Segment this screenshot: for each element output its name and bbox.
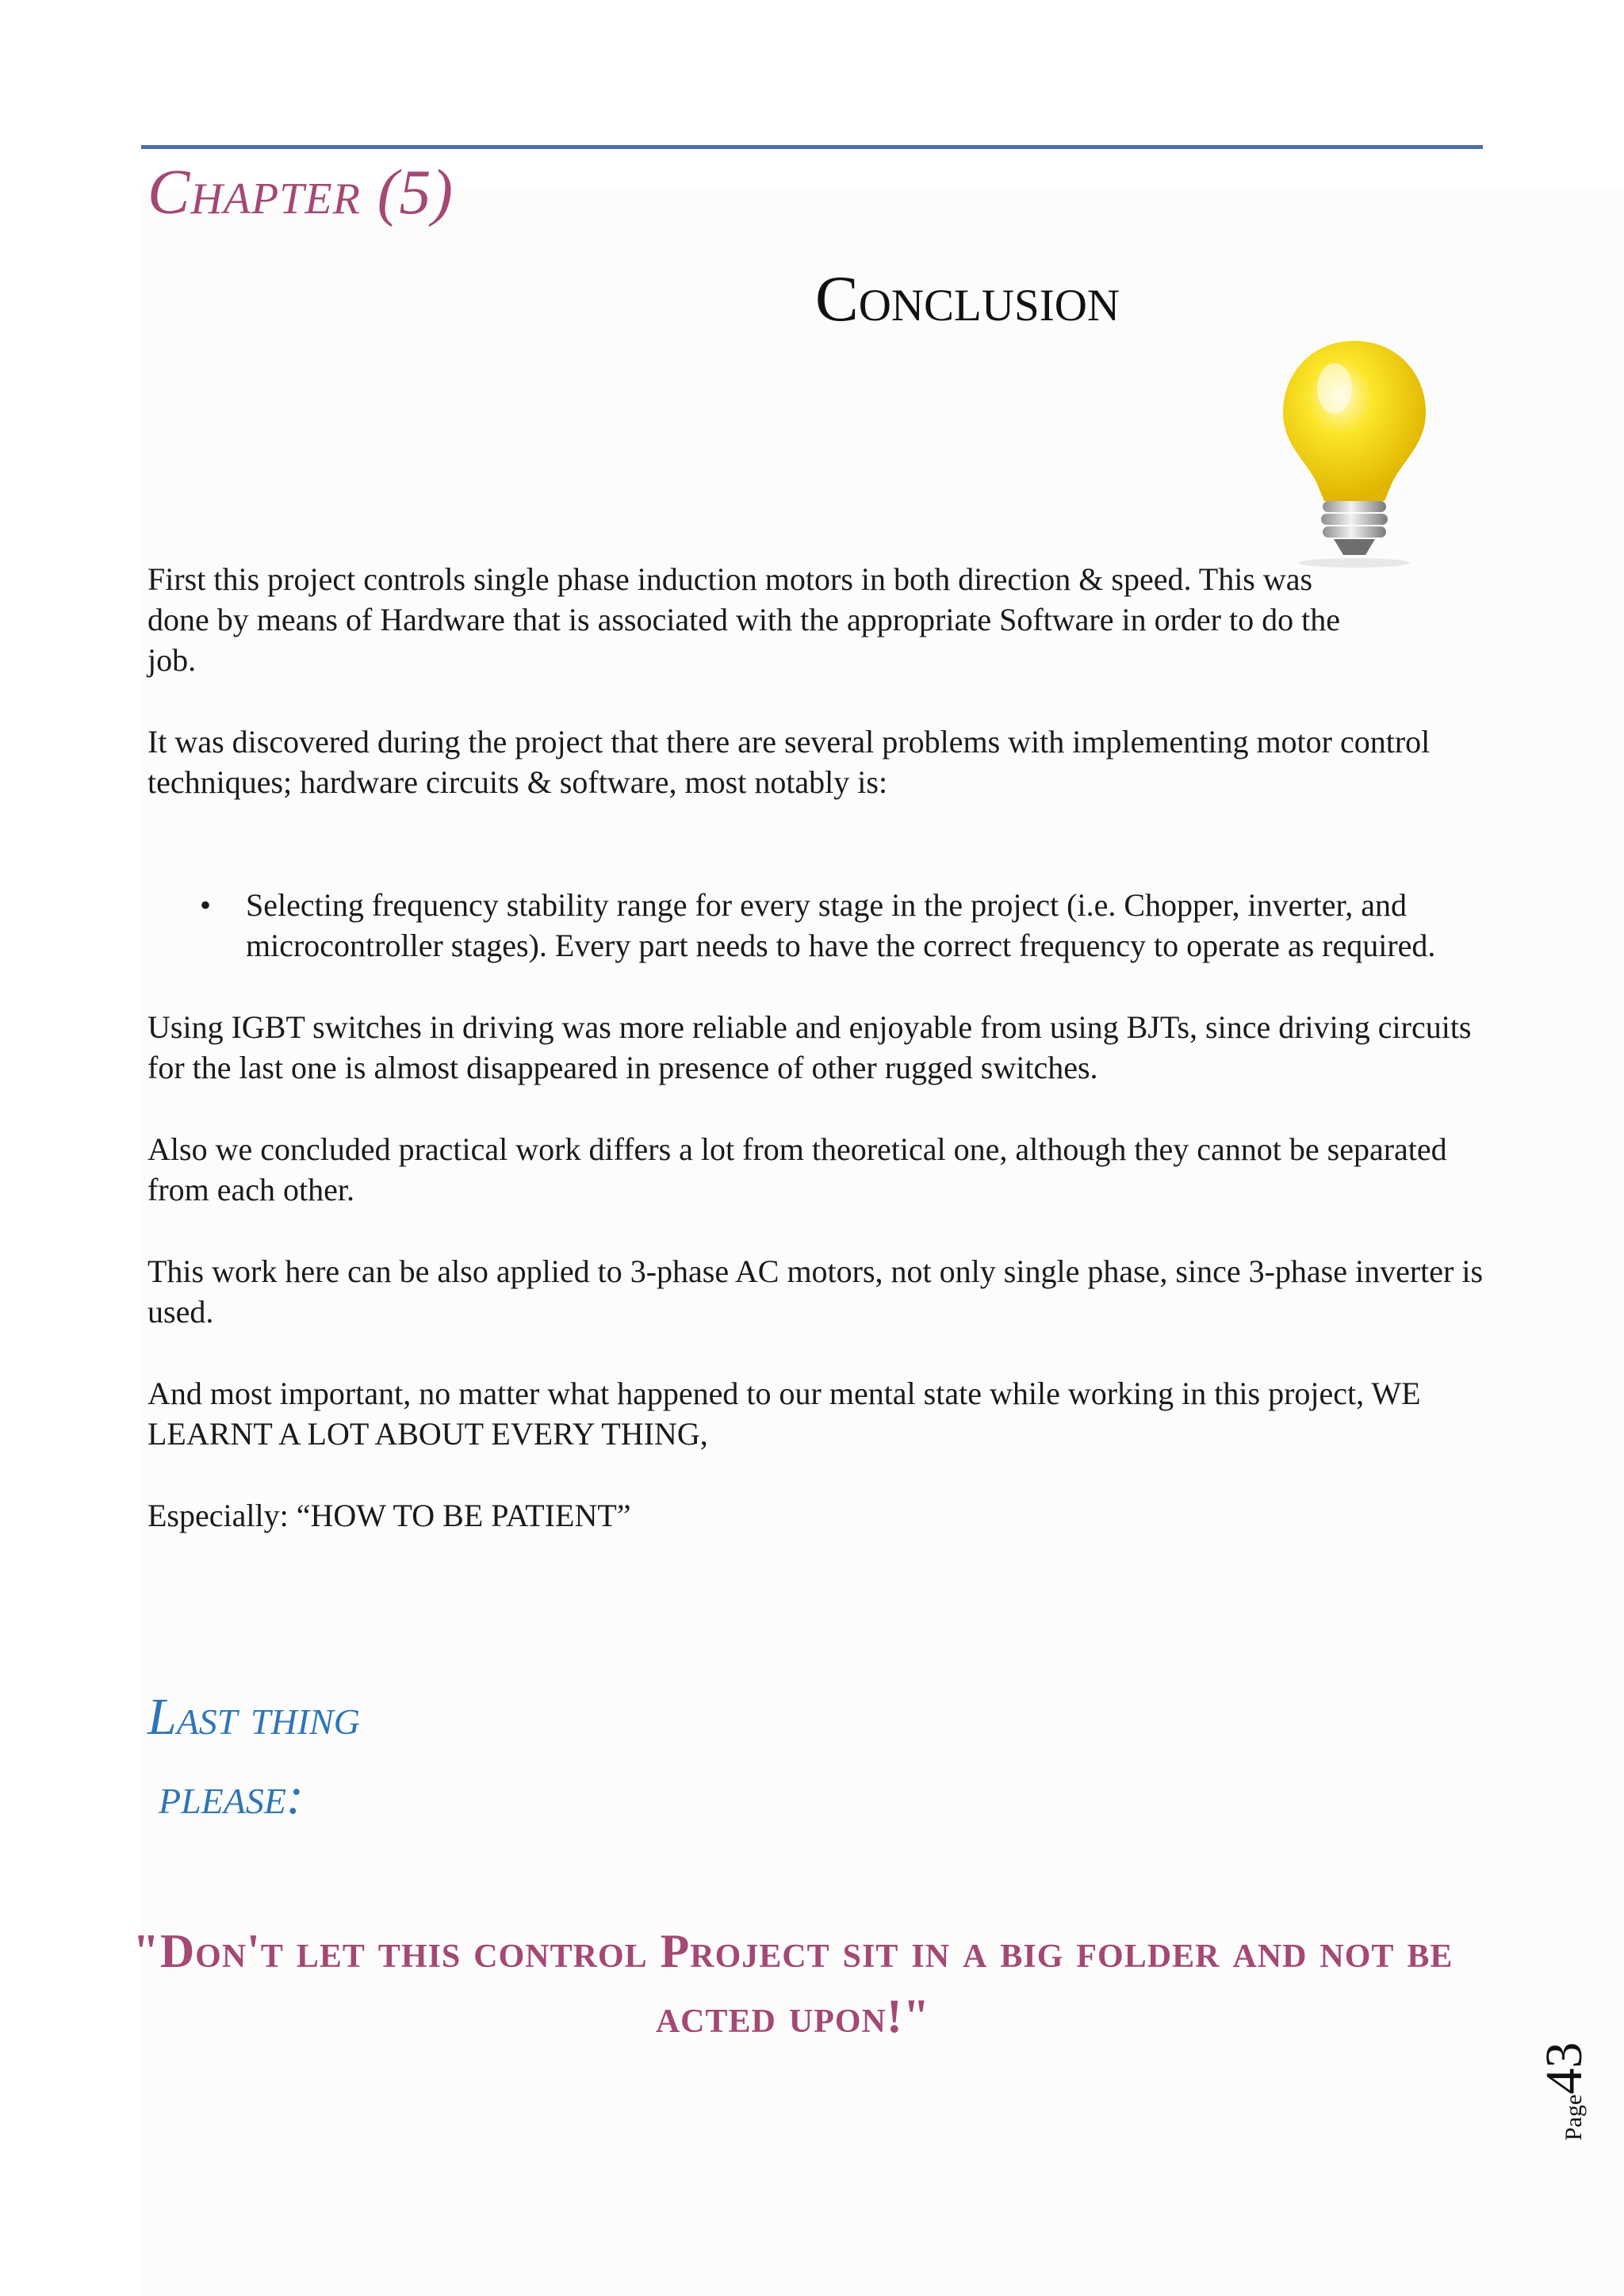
section-title: Conclusion — [815, 262, 1120, 335]
chapter-heading: Chapter (5) — [147, 158, 454, 228]
paragraph-three-phase: This work here can be also applied to 3-phase AC motors, not only single phase, since 3-phase inverter is used. — [147, 1253, 1484, 1330]
page-number — [1534, 2042, 1595, 2141]
paragraph-patient: Especially: “HOW TO BE PATIENT” — [147, 1498, 631, 1533]
lightbulb-icon — [1267, 333, 1442, 571]
paragraph-intro: First this project controls single phase induction motors in both direction & speed. This was done by means of Hardware that is associated with the appropriate Software in order to do the job. — [147, 561, 1340, 678]
list-item — [147, 885, 1483, 966]
list-item-text: Selecting frequency stability range for every stage in the project (i.e. Chopper, inverter, and microcontroller stages). Every part needs to have the correct frequency to operate as required. — [246, 887, 1436, 963]
header-rule — [141, 145, 1483, 149]
page-label: Page — [1561, 2094, 1587, 2141]
body-text — [147, 559, 1496, 1577]
closing-quote: "Don't let this control Project sit in a big folder and not be acted upon!" — [132, 1925, 1454, 2042]
problem-list — [147, 885, 1496, 966]
last-thing-heading: Last thing — [147, 1688, 360, 1746]
paragraph-problems: It was discovered during the project that there are several problems with implementing motor control techniques; hardware circuits & software, most notably is: — [147, 724, 1431, 800]
bullet-icon: • — [200, 887, 212, 923]
paragraph-learnt: And most important, no matter what happened to our mental state while working in this project, WE LEARNT A LOT ABOUT EVERY THING, — [147, 1376, 1421, 1452]
paragraph-practical: Also we concluded practical work differs a lot from theoretical one, although they cannot be separated from each other. — [147, 1131, 1447, 1207]
please-heading: please: — [159, 1767, 304, 1825]
page-number-value: 43 — [1535, 2042, 1593, 2095]
paragraph-igbt: Using IGBT switches in driving was more reliable and enjoyable from using BJTs, since driving circuits for the last one is almost disappeared in presence of other rugged switches. — [147, 1009, 1472, 1085]
